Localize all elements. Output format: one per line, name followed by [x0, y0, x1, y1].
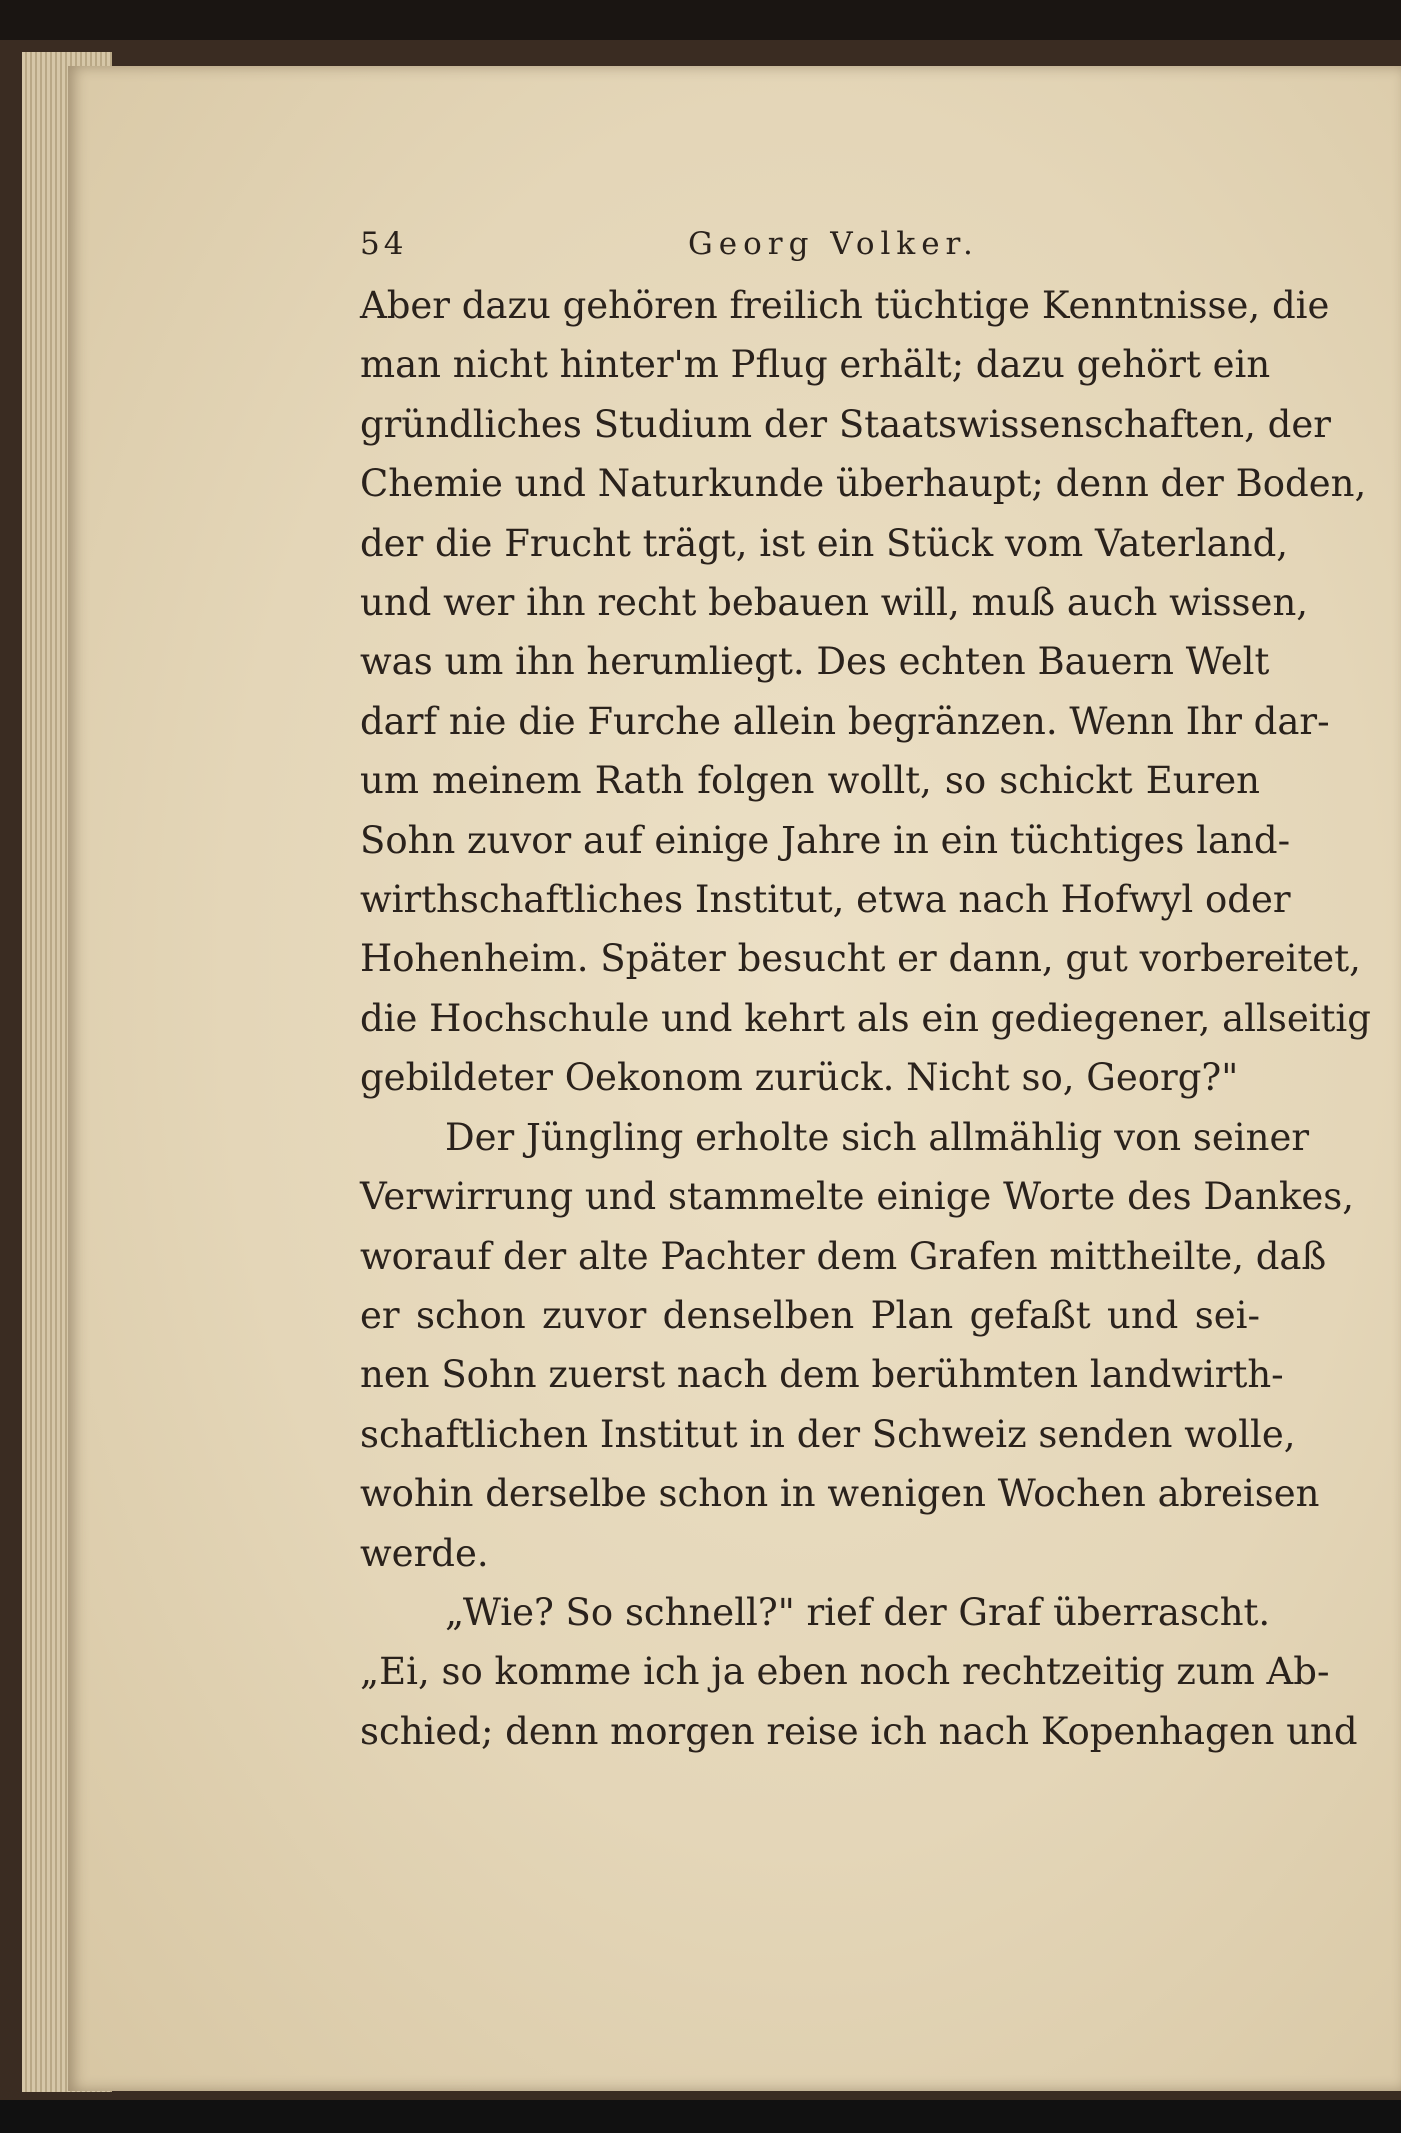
text-line: man nicht hinter'm Pflug erhält; dazu gehört ein: [360, 343, 1271, 387]
body-text: [360, 276, 1371, 1761]
text-line: und wer ihn recht bebauen will, muß auch wissen,: [360, 581, 1309, 625]
text-line: er schon zuvor denselben Plan gefaßt und sei-: [360, 1293, 1260, 1337]
paragraph: [360, 276, 1371, 1108]
page-content: [360, 220, 1371, 1761]
text-line: Sohn zuvor auf einige Jahre in ein tüchtiges land-: [360, 818, 1291, 862]
text-line: Chemie und Naturkunde überhaupt; denn der Boden,: [360, 462, 1367, 506]
text-line: der die Frucht trägt, ist ein Stück vom Vaterland,: [360, 521, 1289, 565]
paragraph: [360, 1583, 1358, 1761]
text-line: um meinem Rath folgen wollt, so schickt Euren: [360, 759, 1260, 803]
text-line: gründliches Studium der Staatswissenschaften, der: [360, 402, 1331, 446]
text-line: worauf der alte Pachter dem Grafen mittheilte, daß: [360, 1234, 1327, 1278]
text-line: „Ei, so komme ich ja eben noch rechtzeitig zum Ab-: [360, 1650, 1330, 1694]
text-line: was um ihn herumliegt. Des echten Bauern Welt: [360, 640, 1270, 684]
text-line: werde.: [360, 1531, 489, 1575]
text-line: gebildeter Oekonom zurück. Nicht so, Georg?": [360, 1056, 1239, 1100]
text-line: Hohenheim. Später besucht er dann, gut vorbereitet,: [360, 937, 1361, 981]
text-line: darf nie die Furche allein begränzen. Wenn Ihr dar-: [360, 699, 1330, 743]
text-line: die Hochschule und kehrt als ein gediegener, allseitig: [360, 996, 1371, 1040]
text-line: wohin derselbe schon in wenigen Wochen abreisen: [360, 1472, 1320, 1516]
page-number: 54: [360, 226, 408, 262]
text-line: „Wie? So schnell?" rief der Graf überrascht.: [445, 1590, 1271, 1634]
text-line: Der Jüngling erholte sich allmählig von seiner: [445, 1115, 1310, 1159]
page-header: [360, 220, 1260, 272]
text-line: Aber dazu gehören freilich tüchtige Kenntnisse, die: [360, 284, 1330, 327]
text-line: wirthschaftliches Institut, etwa nach Hofwyl oder: [360, 878, 1291, 922]
text-line: Verwirrung und stammelte einige Worte des Dankes,: [360, 1175, 1355, 1219]
paragraph: [360, 1108, 1355, 1583]
text-line: schaftlichen Institut in der Schweiz senden wolle,: [360, 1412, 1296, 1456]
running-title: Georg Volker.: [688, 226, 979, 262]
text-line: schied; denn morgen reise ich nach Kopenhagen und: [360, 1709, 1358, 1753]
text-line: nen Sohn zuerst nach dem berühmten landwirth-: [360, 1353, 1284, 1397]
